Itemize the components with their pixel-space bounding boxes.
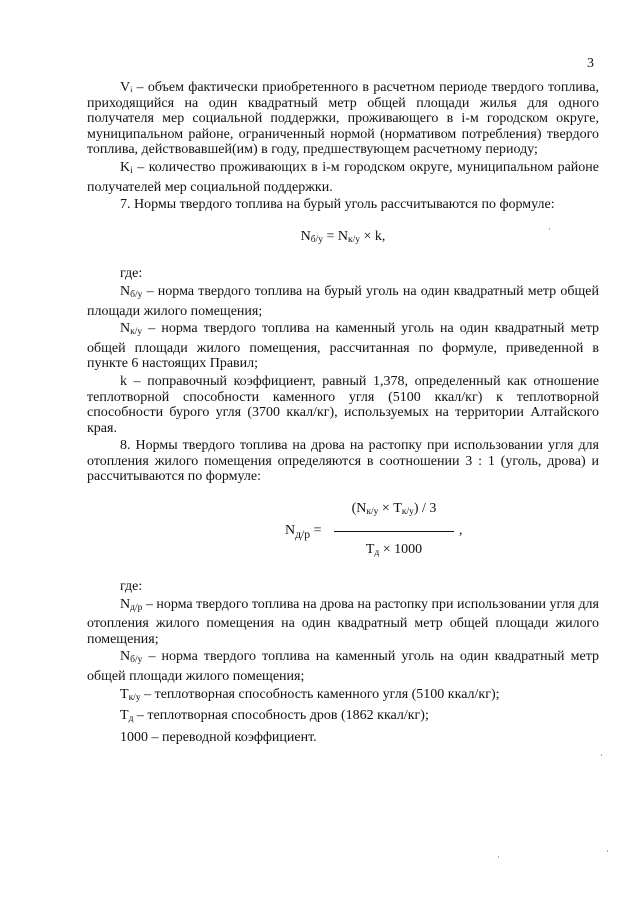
tky-definition: $T_{к/у}$ – теплотворная способность каменного угля (5100 ккал/кг); [120,686,500,703]
nby-definition: $N_{б/у}$ – норма твердого топлива на бурый уголь на один квадратный метр общей площади жилого помещения; [87,283,599,319]
formula-brown-coal: $N_{б/у} = N_{к/у} \times k$, [300,228,386,245]
nky-definition-2: $N_{б/у}$ – норма твердого топлива на каменный уголь на один квадратный метр общей площади жилого помещения; [87,649,599,685]
ndr-definition: $N_{д/р}$ – норма твердого топлива на дрова на растопку при использовании угля для отопления жилого помещения на один квадратный метр общей площади жилого помещения; [87,596,599,647]
document-body [87,80,599,745]
formula-firewood-lhs: $N_{д/р}$ = [285,523,322,541]
v-definition: Vᵢ – объем фактически приобретенного в расчетном периоде твердого топлива, приходящийся на один квадратный метр общей площади жилья для одного получателя мер социальной поддержки, проживающего в i-м городском округе, муниципальном районе, ограниченный нормой (нормативом потребления) твердого топлива, действовавшей(им) в году, предшествующем расчетному периоду; [87,80,599,158]
formula-firewood-fraction [334,499,454,561]
where-label-2: где: [120,579,143,595]
item-7: 7. Нормы твердого топлива на бурый уголь рассчитываются по формуле: [120,197,555,213]
fraction-denominator: $T_д \times 1000$ [365,541,423,558]
fraction-bar [334,531,454,532]
k-coefficient-definition: k – поправочный коэффициент, равный 1,378, определенный как отношение теплотворной способности каменного угля (5100 ккал/кг) к теплотворной способности бурого угля (3700 ккал/кг), используемых на территории Алтайского края. [87,373,599,436]
scan-speck: · [606,846,609,856]
item-8: 8. Нормы твердого топлива на дрова на растопку при использовании угля для отопления жилого помещения определяются в соотношении 3 : 1 (уголь, дрова) и рассчитываются по формуле: [87,438,599,485]
where-label-1: где: [120,266,143,282]
formula-firewood-comma: , [459,523,463,539]
conversion-coefficient: 1000 – переводной коэффициент. [120,729,317,745]
scan-speck: · [497,852,500,862]
page-number: 3 [587,56,594,71]
k-definition: $K_i$ – количество проживающих в i-м городском округе, муниципальном районе получателей мер социальной поддержки. [87,159,599,195]
scan-speck: · [548,224,551,234]
formula-firewood [87,499,599,571]
nky-definition: $N_{к/у}$ – норма твердого топлива на каменный уголь на один квадратный метр общей площади жилого помещения, рассчитанная по формуле, приведенной в пункте 6 настоящих Правил; [87,321,599,372]
scan-speck: · [600,750,603,760]
fraction-numerator: $(N_{к/у} \times T_{к/у}) / 3$ [351,501,437,518]
td-definition: $T_д$ – теплотворная способность дров (1862 ккал/кг); [120,708,429,725]
